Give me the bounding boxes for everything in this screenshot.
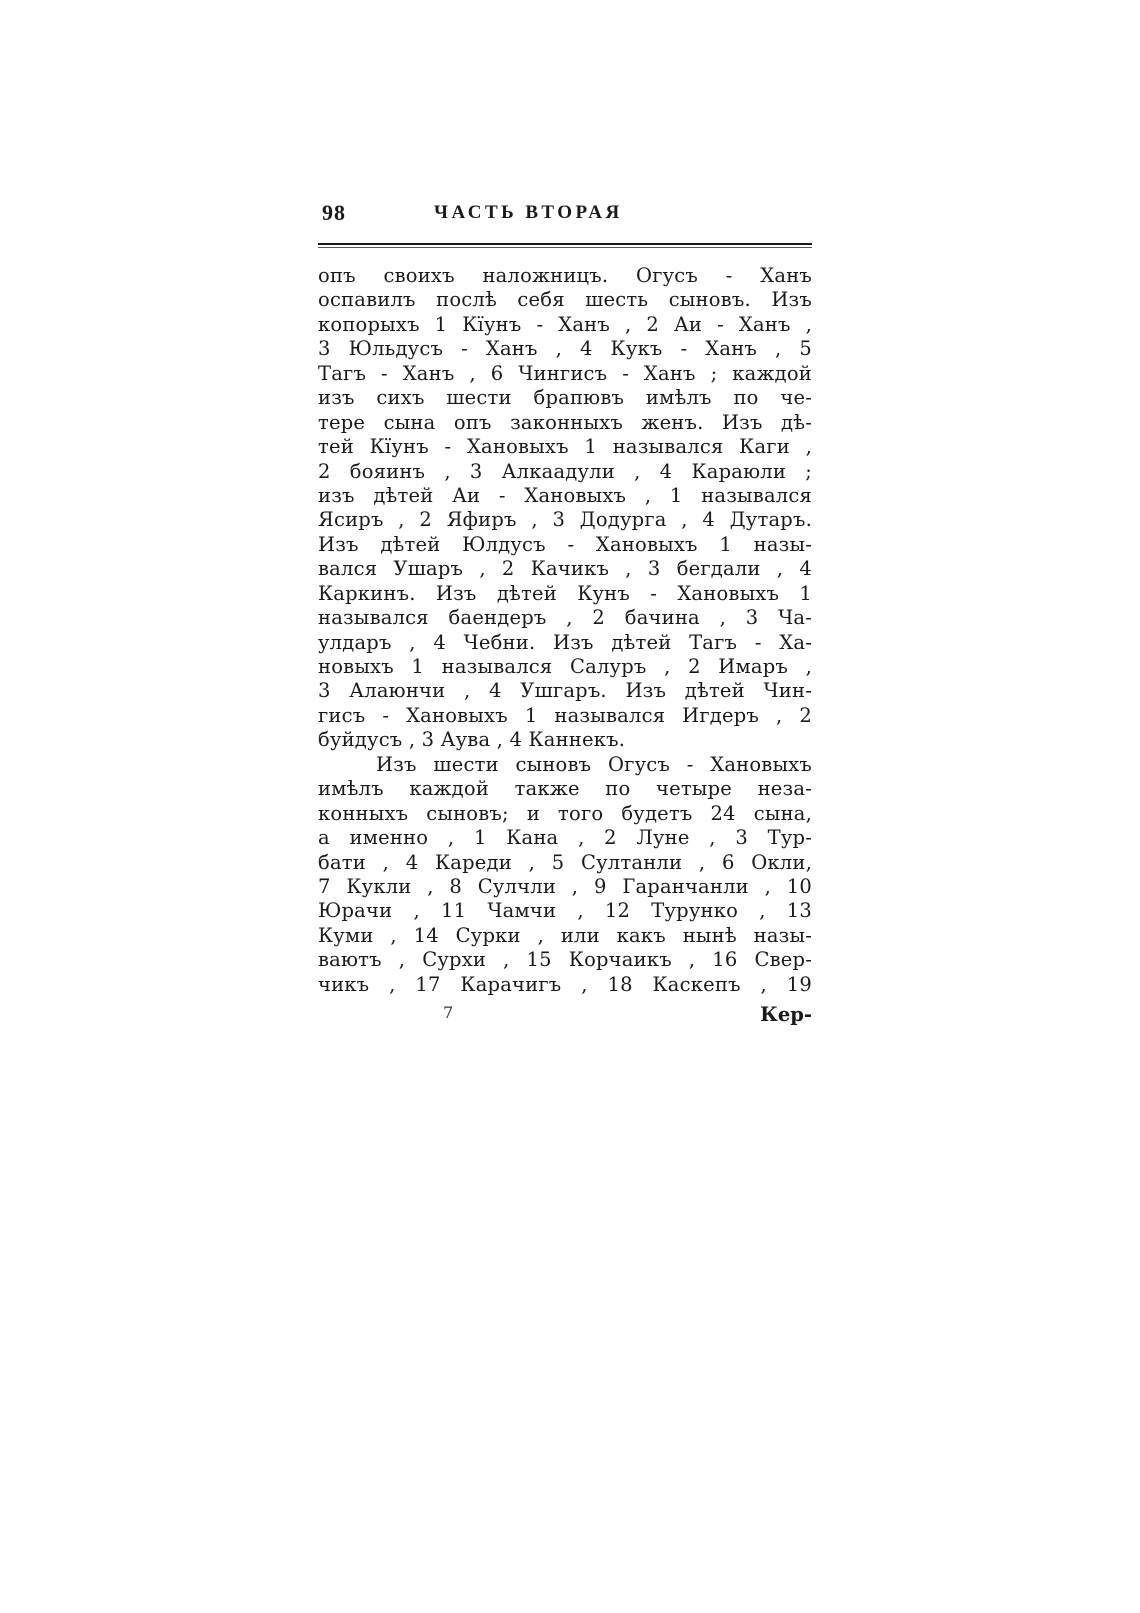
- signature-mark: 7: [443, 1003, 454, 1022]
- text-line: вался Ушаръ , 2 Качикъ , 3 бегдали , 4: [318, 557, 812, 581]
- text-line: изъ дѣтей Аи - Хановыхъ , 1 назывался: [318, 483, 812, 507]
- running-title: ЧАСТЬ ВТОРАЯ: [434, 202, 623, 223]
- text-line: гисъ - Хановыхъ 1 назывался Игдеръ , 2: [318, 703, 812, 727]
- page-footer: [318, 1003, 812, 1029]
- page-number: 98: [322, 200, 346, 225]
- text-line: тере сына опъ законныхъ женъ. Изъ дѣ-: [318, 410, 812, 434]
- paragraph-2: [318, 753, 812, 997]
- text-line: назывался баендеръ , 2 бачина , 3 Ча-: [318, 606, 812, 630]
- text-line: Изъ дѣтей Юлдусъ - Хановыхъ 1 назы-: [318, 532, 812, 556]
- catchword: Кер-: [760, 1003, 812, 1026]
- text-line: 3 Юльдусъ - Ханъ , 4 Кукъ - Ханъ , 5: [318, 337, 812, 361]
- text-line: 7 Кукли , 8 Сулчли , 9 Гаранчанли , 10: [318, 874, 812, 898]
- text-line: Изъ шести сыновъ Огусъ - Хановыхъ: [376, 752, 812, 776]
- text-line: ваютъ , Сурхи , 15 Корчаикъ , 16 Свер-: [318, 948, 812, 972]
- text-line: улдаръ , 4 Чебни. Изъ дѣтей Тагъ - Ха-: [318, 630, 812, 654]
- text-line: Куми , 14 Сурки , или какъ нынѣ назы-: [318, 923, 812, 947]
- text-line: опъ своихъ наложницъ. Огусъ - Ханъ: [318, 264, 812, 287]
- text-line: а именно , 1 Кана , 2 Луне , 3 Тур-: [318, 826, 812, 850]
- text-line: копорыхъ 1 Кїунъ - Ханъ , 2 Аи - Ханъ ,: [318, 312, 812, 336]
- text-line: буйдусъ , 3 Аува , 4 Каннекъ.: [318, 728, 626, 752]
- text-line: конныхъ сыновъ; и того будетъ 24 сына,: [318, 801, 812, 825]
- text-line: бати , 4 Кареди , 5 Султанли , 6 Окли,: [318, 850, 812, 874]
- paragraph-1: [318, 264, 812, 753]
- text-line: 2 бояинъ , 3 Алкаадули , 4 Караюли ;: [318, 459, 812, 483]
- text-line: 3 Алаюнчи , 4 Ушгаръ. Изъ дѣтей Чин-: [318, 679, 812, 703]
- text-line: чикъ , 17 Карачигъ , 18 Каскепъ , 19: [318, 972, 812, 996]
- text-line: имѣлъ каждой также по четыре неза-: [318, 777, 812, 801]
- text-line: новыхъ 1 назывался Салуръ , 2 Имаръ ,: [318, 655, 812, 678]
- text-line: изъ сихъ шести брапювъ имѣлъ по че-: [318, 386, 812, 410]
- text-line: Тагъ - Ханъ , 6 Чингисъ - Ханъ ; каждой: [318, 361, 812, 385]
- text-line: Юрачи , 11 Чамчи , 12 Турунко , 13: [318, 899, 812, 923]
- header-rule: [318, 243, 812, 245]
- text-line: тей Кїунъ - Хановыхъ 1 назывался Каги ,: [318, 435, 812, 459]
- text-line: Каркинъ. Изъ дѣтей Кунъ - Хановыхъ 1: [318, 581, 812, 605]
- text-line: оспавилъ послѣ себя шесть сыновъ. Изъ: [318, 288, 812, 312]
- body-text: [318, 264, 812, 997]
- page-header: [322, 200, 812, 230]
- text-line: Ясиръ , 2 Яфиръ , 3 Додурга , 4 Дутаръ.: [318, 508, 812, 532]
